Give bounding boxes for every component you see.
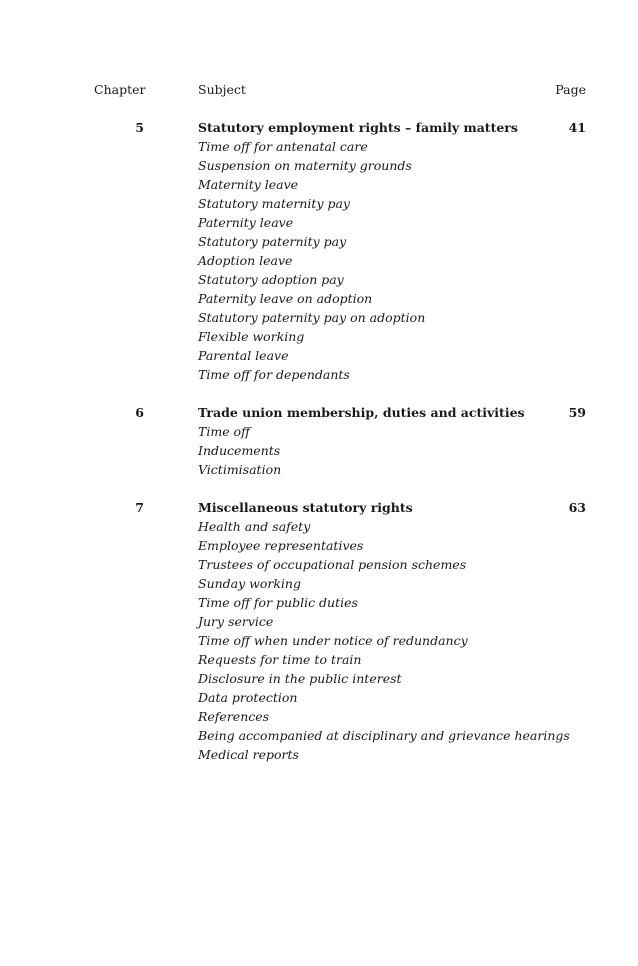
subtopic-list [198, 137, 425, 384]
subtopic-item: Adoption leave [198, 253, 293, 268]
chapter-title: Miscellaneous statutory rights [198, 500, 413, 515]
header-chapter-label: Chapter [94, 82, 146, 97]
subtopic-item: Time off for antenatal care [198, 139, 368, 154]
chapter-title: Statutory employment rights – family matters [198, 120, 518, 135]
subtopic-item: Jury service [198, 614, 274, 629]
subtopic-item: Statutory maternity pay [198, 196, 350, 211]
subtopic-item: Flexible working [198, 329, 305, 344]
subtopic-item: Medical reports [198, 747, 299, 762]
subtopic-item: Statutory paternity pay on adoption [198, 310, 426, 325]
subtopic-item: Paternity leave [198, 215, 294, 230]
subtopic-item: Time off for dependants [198, 367, 350, 382]
chapter-title: Trade union membership, duties and activities [198, 405, 525, 420]
subtopic-item: Health and safety [198, 519, 311, 534]
chapter-page-number: 59 [568, 405, 586, 420]
subtopic-item: Victimisation [198, 462, 282, 477]
chapter-number: 6 [135, 405, 144, 420]
subtopic-item: Disclosure in the public interest [198, 671, 402, 686]
subtopic-item: Being accompanied at disciplinary and grievance hearings [198, 728, 570, 743]
subtopic-item: References [198, 709, 270, 724]
subtopic-item: Time off when under notice of redundancy [198, 633, 468, 648]
subtopic-item: Time off [198, 424, 250, 439]
subtopic-item: Time off for public duties [198, 595, 358, 610]
chapter-page-number: 63 [568, 500, 586, 515]
header-subject-label: Subject [198, 82, 246, 97]
subtopic-item: Maternity leave [198, 177, 299, 192]
subtopic-list [198, 422, 281, 479]
chapter-number: 7 [135, 500, 144, 515]
subtopic-item: Requests for time to train [198, 652, 362, 667]
chapter-page-number: 41 [568, 120, 586, 135]
subtopic-item: Employee representatives [198, 538, 364, 553]
subtopic-item: Sunday working [198, 576, 301, 591]
subtopic-item: Trustees of occupational pension schemes [198, 557, 467, 572]
contents-header [0, 80, 638, 99]
subtopic-item: Statutory paternity pay [198, 234, 347, 249]
chapter-number: 5 [135, 120, 144, 135]
subtopic-list [198, 517, 570, 764]
subtopic-item: Statutory adoption pay [198, 272, 344, 287]
subtopic-item: Parental leave [198, 348, 289, 363]
subtopic-item: Data protection [198, 690, 298, 705]
subtopic-item: Paternity leave on adoption [198, 291, 373, 306]
subtopic-item: Suspension on maternity grounds [198, 158, 412, 173]
subtopic-item: Inducements [198, 443, 281, 458]
header-page-label: Page [555, 82, 586, 97]
